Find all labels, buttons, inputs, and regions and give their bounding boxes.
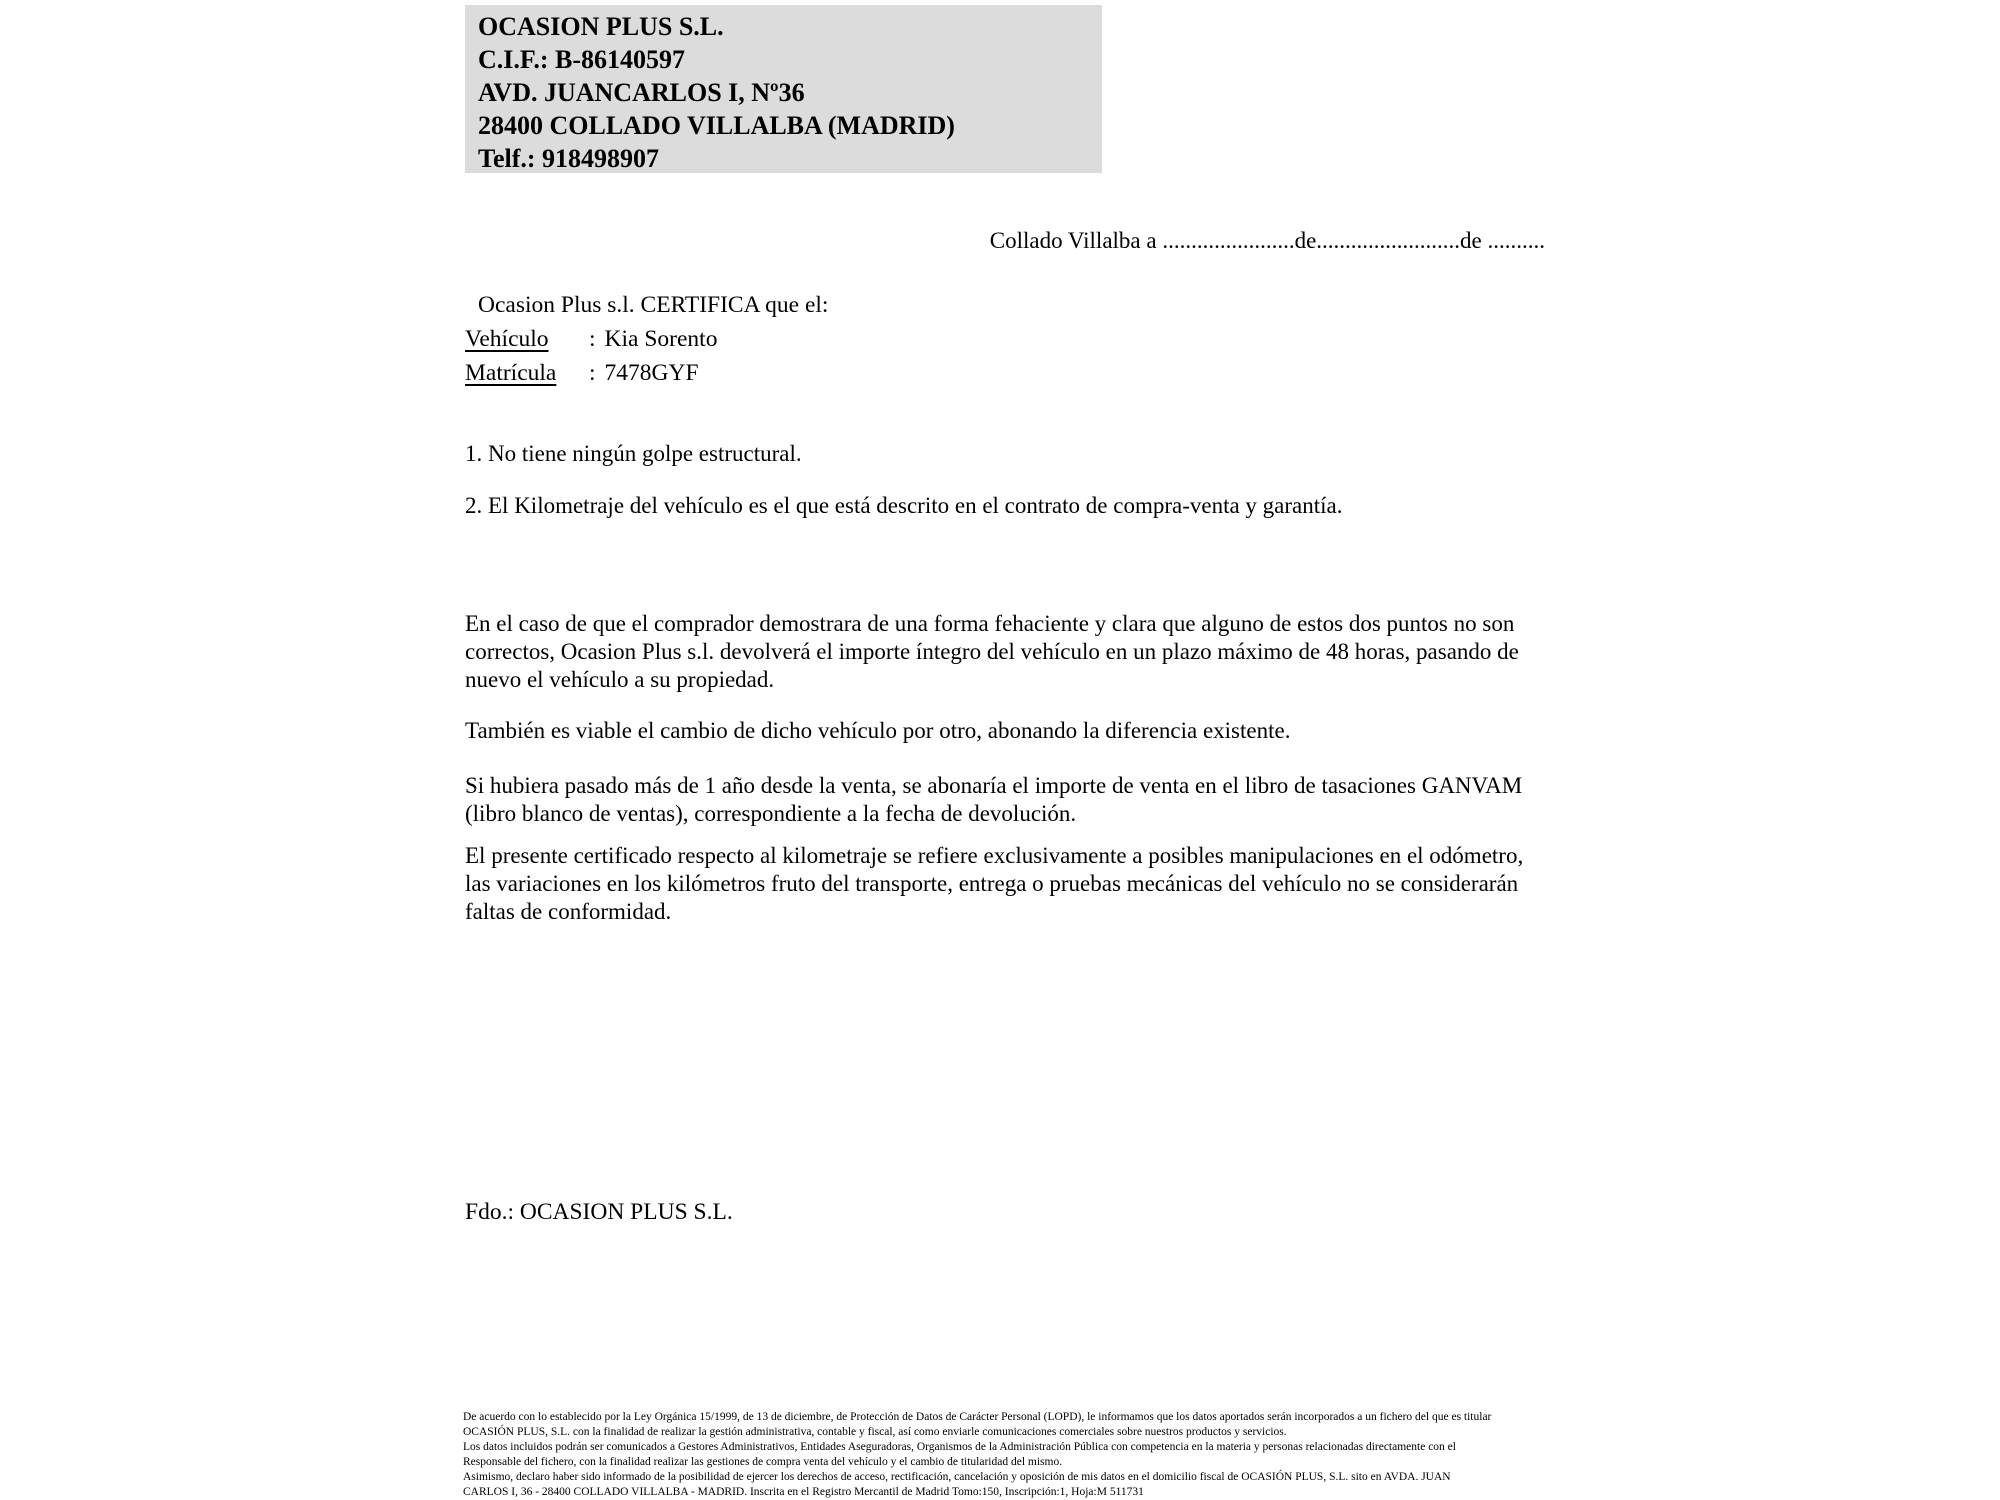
plate-value: 7478GYF bbox=[604, 360, 699, 386]
plate-field bbox=[465, 356, 1365, 390]
paragraph-exchange-option: También es viable el cambio de dicho vehículo por otro, abonando la diferencia existente. bbox=[465, 718, 1291, 743]
signature-line: Fdo.: OCASION PLUS S.L. bbox=[465, 1199, 733, 1225]
legal-line: OCASIÓN PLUS, S.L. con la finalidad de realizar la gestión administrativa, contable y fiscal, así como enviarle comunicaciones comerciales sobre nuestros productos y servicios. bbox=[463, 1426, 1287, 1438]
certification-block bbox=[465, 288, 1365, 390]
point-1: 1. No tiene ningún golpe estructural. bbox=[465, 441, 802, 466]
paragraph-odometer-disclaimer: El presente certificado respecto al kilometraje se refiere exclusivamente a posibles manipulaciones en el odómetro, las variaciones en los kilómetros fruto del transporte, entrega o pruebas mecánicas del vehículo no se considerarán faltas de conformidad. bbox=[465, 843, 1524, 924]
plate-separator: : bbox=[589, 360, 596, 386]
company-cif: C.I.F.: B-86140597 bbox=[478, 45, 686, 74]
vehicle-label: Vehículo bbox=[465, 326, 549, 352]
company-header-box bbox=[465, 5, 1102, 173]
vehicle-separator: : bbox=[589, 326, 596, 352]
point-2: 2. El Kilometraje del vehículo es el que está descrito en el contrato de compra-venta y garantía. bbox=[465, 493, 1343, 518]
company-phone: Telf.: 918498907 bbox=[478, 144, 660, 173]
paragraph-ganvam-valuation: Si hubiera pasado más de 1 año desde la venta, se abonaría el importe de venta en el libro de tasaciones GANVAM (libro blanco de ventas), correspondiente a la fecha de devolución. bbox=[465, 773, 1523, 826]
legal-line: Los datos incluidos podrán ser comunicados a Gestores Administrativos, Entidades Aseguradoras, Organismos de la Administración Pública con competencia en la materia y personas relacionadas directamente con el bbox=[463, 1441, 1456, 1453]
legal-line: Asimismo, declaro haber sido informado de la posibilidad de ejercer los derechos de acceso, rectificación, cancelación y oposición de mis datos en el domicilio fiscal de OCASIÓN PLUS, S.L. sito en AVDA. JUAN bbox=[463, 1471, 1451, 1483]
company-name: OCASION PLUS S.L. bbox=[478, 12, 724, 41]
company-address: AVD. JUANCARLOS I, Nº36 bbox=[478, 78, 805, 107]
company-city: 28400 COLLADO VILLALBA (MADRID) bbox=[478, 111, 955, 140]
paragraph-refund-policy: En el caso de que el comprador demostrara de una forma fehaciente y clara que alguno de estos dos puntos no son correctos, Ocasion Plus s.l. devolverá el importe íntegro del vehículo en un plazo máximo de 48 horas, pasando de nuevo el vehículo a su propiedad. bbox=[465, 611, 1519, 692]
certification-points bbox=[465, 440, 1550, 520]
vehicle-value: Kia Sorento bbox=[604, 326, 718, 352]
certification-intro: Ocasion Plus s.l. CERTIFICA que el: bbox=[478, 292, 829, 318]
legal-notice bbox=[463, 1410, 1573, 1500]
legal-line: De acuerdo con lo establecido por la Ley Orgánica 15/1999, de 13 de diciembre, de Protección de Datos de Carácter Personal (LOPD), le informamos que los datos aportados serán incorporados a un fichero del que es titular bbox=[463, 1411, 1492, 1423]
plate-label: Matrícula bbox=[465, 360, 557, 386]
date-place-line: Collado Villalba a .......................de.........................de .......... bbox=[989, 228, 1545, 253]
vehicle-field bbox=[465, 322, 1365, 356]
legal-line: Responsable del fichero, con la finalidad realizar las gestiones de compra venta del vehículo y el cambio de titularidad del mismo. bbox=[463, 1456, 1063, 1468]
legal-line: CARLOS I, 36 - 28400 COLLADO VILLALBA - MADRID. Inscrita en el Registro Mercantil de Madrid Tomo:150, Inscripción:1, Hoja:M 511731 bbox=[463, 1486, 1144, 1498]
